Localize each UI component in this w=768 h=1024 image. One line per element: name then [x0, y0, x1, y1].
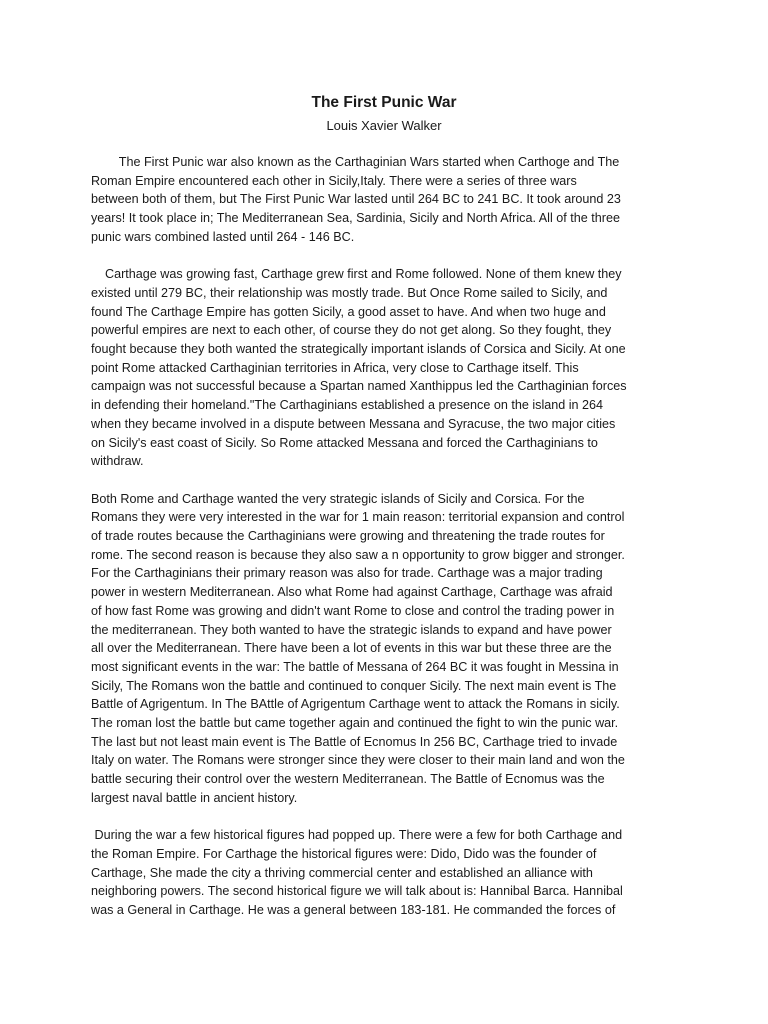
paragraph-4: During the war a few historical figures had popped up. There were a few for both Carthage and the Roman Empire. For Carthage the historical figures were: Dido, Dido was the founder of Carthage, She made the city a thriving commercial center and established an alliance with neighboring powers. The second historical figure we will talk about is: Hannibal Barca. Hannibal was a General in Carthage. He was a general between 183-181. He commanded the forces of: [91, 828, 623, 918]
document-title: The First Punic War: [311, 94, 457, 111]
paragraph-2: Carthage was growing fast, Carthage grew first and Rome followed. None of them knew they existed until 279 BC, their relationship was mostly trade. But Once Rome sailed to Sicily, and found The Carthage Empire has gotten Sicily, a good asset to have. And when two huge and powerful empires are next to each other, of course they do not get along. So they fought, they fought because they both wanted the strategically important islands of Corsica and Sicily. At one point Rome attacked Carthaginian territories in Africa, very close to Carthage itself. This campaign was not successful because a Spartan named Xanthippus led the Carthaginian forces in defending their homeland."The Carthaginians established a presence on the island in 264 when they became involved in a dispute between Messana and Syracuse, the two major cities on Sicily's east coast of Sicily. So Rome attacked Messana and forced the Carthaginians to withdraw.: [91, 267, 627, 469]
paragraph-1: The First Punic war also known as the Carthaginian Wars started when Carthoge and The Roman Empire encountered each other in Sicily,Italy. There were a series of three wars between both of them, but The First Punic War lasted until 264 BC to 241 BC. It took around 23 years! It took place in; The Mediterranean Sea, Sardinia, Sicily and North Africa. All of the three punic wars combined lasted until 264 - 146 BC.: [91, 155, 621, 244]
document-body: [91, 153, 691, 920]
document-author: Louis Xavier Walker: [326, 118, 442, 133]
paragraph-3: Both Rome and Carthage wanted the very strategic islands of Sicily and Corsica. For the Romans they were very interested in the war for 1 main reason: territorial expansion and control of trade routes because the Carthaginians were growing and threatening the trade routes for rome. The second reason is because they also saw a n opportunity to grow bigger and stronger. For the Carthaginians their primary reason was also for trade. Carthage was a major trading power in western Mediterranean. Also what Rome had against Carthage, Carthage was afraid of how fast Rome was growing and didn't want Rome to close and control the trading power in the mediterranean. They both wanted to have the strategic islands to expand and have power all over the Mediterranean. There have been a lot of events in this war but these three are the most significant events in the war: The battle of Messana of 264 BC it was fought in Messina in Sicily, The Romans won the battle and continued to conquer Sicily. The next main event is The Battle of Agrigentum. In The BAttle of Agrigentum Carthage went to attack the Romans in sicily. The roman lost the battle but came together again and continued the fight to win the punic war. The last but not least main event is The Battle of Ecnomus In 256 BC, Carthage tried to invade Italy on water. The Romans were stronger since they were closer to their main land and won the battle securing their control over the western Mediterranean. The Battle of Ecnomus was the largest naval battle in ancient history.: [91, 491, 625, 805]
